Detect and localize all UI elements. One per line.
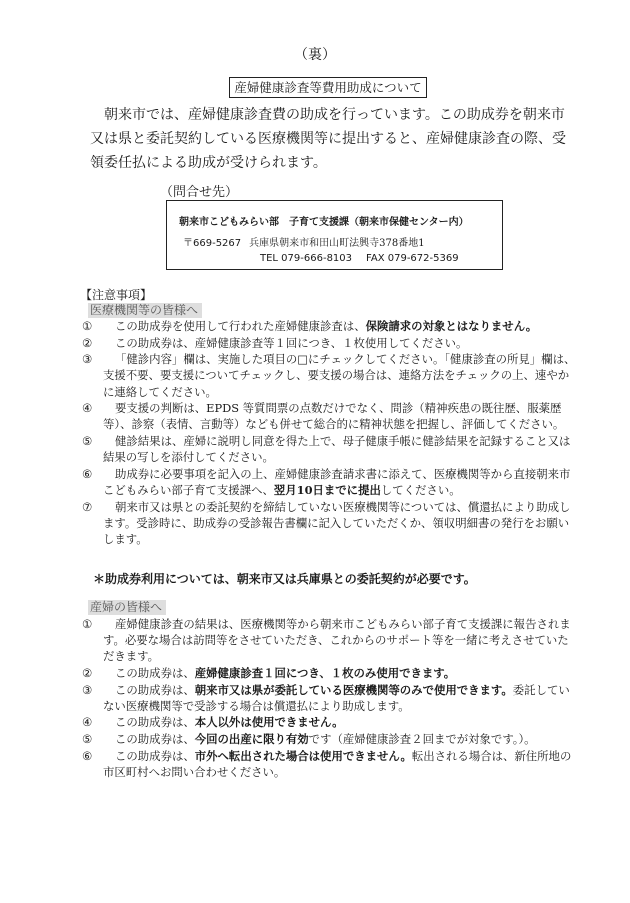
item-text-bold: 産婦健康診査１回につき、１枚のみ使用できます。 [194, 666, 456, 680]
item-number: ③ [82, 682, 93, 697]
item-number: ⑥ [82, 466, 93, 481]
item-text [103, 616, 578, 665]
list-item [82, 748, 578, 780]
item-text-bold: 本人以外は使用できません。 [194, 715, 344, 730]
list-item [82, 714, 578, 730]
item-text [103, 748, 578, 780]
back-side-label: （裏） [294, 47, 336, 63]
item-text [103, 665, 578, 681]
item-text [103, 318, 578, 334]
list-item [82, 400, 578, 432]
item-text-pre: この助成券は、産婦健康診査等１回につき、１枚使用してください。 [115, 335, 468, 350]
item-text-post: 転出される場合は、新住所地の市区町村へお問い合わせください。 [103, 748, 572, 779]
item-number: ⑤ [82, 433, 93, 448]
item-text-bold: 保険請求の対象とはなりません。 [365, 319, 538, 333]
list-item [82, 499, 578, 548]
item-number: ③ [82, 352, 93, 367]
contact-label: （問合せ先） [160, 185, 239, 200]
item-text [103, 731, 578, 747]
item-number: ⑦ [82, 499, 93, 514]
section-heading-medical: 医療機関等の皆様へ [88, 303, 202, 318]
contact-phone-line [260, 253, 459, 264]
list-item [82, 335, 578, 351]
item-text [103, 466, 578, 498]
list-item [82, 682, 578, 714]
list-item [82, 351, 578, 400]
mother-notes-list [82, 616, 578, 780]
contact-zip: 〒669-5267 [183, 238, 242, 249]
item-text-post: してください。 [380, 482, 461, 497]
list-item [82, 466, 578, 498]
item-text-post: 委託していない医療機関等で受診する場合は償還払により助成します。 [103, 682, 570, 713]
item-text-pre: 「健診内容」欄は、実施した項目の□にチェックしてください。「健康診査の所見」欄は、支援不要、要支援についてチェックし、要支援の場合は、連絡方法をチェックの上、速やかに連絡してください。 [103, 352, 576, 399]
item-text-pre: 健診結果は、産婦に説明し同意を得た上で、母子健康手帳に健診結果を記録すること又は結果の写しを添付してください。 [103, 433, 571, 465]
contract-note: ＊助成券利用については、朝来市又は兵庫県との委託契約が必要です。 [93, 572, 476, 586]
item-text-pre: この助成券は、 [115, 748, 195, 763]
contact-box [166, 200, 503, 270]
list-item [82, 731, 578, 747]
contact-address: 兵庫県朝来市和田山町法興寺378番地1 [249, 238, 425, 249]
contact-fax: FAX 079-672-5369 [366, 253, 459, 264]
item-text-pre: この助成券は、 [115, 731, 195, 746]
section-heading-mothers: 産婦の皆様へ [88, 600, 166, 615]
item-text-bold: 翌月10日までに提出 [273, 482, 381, 497]
item-number: ⑤ [82, 731, 93, 746]
item-text [103, 499, 578, 548]
intro-paragraph: 朝来市では、産婦健康診査費の助成を行っています。この助成券を朝来市又は県と委託契約している医療機関等に提出すると、産婦健康診査の際、受領委任払による助成が受けられます。 [90, 107, 566, 171]
item-text-bold: 朝来市又は県が委託している医療機関等のみで使用できます。 [194, 682, 513, 697]
item-number: ② [82, 335, 93, 350]
item-number: ② [82, 666, 93, 680]
item-number: ⑥ [82, 748, 93, 763]
contact-address-line [183, 234, 425, 249]
item-text [103, 400, 578, 432]
item-number: ① [82, 617, 93, 631]
item-text-pre: この助成券は、 [115, 666, 195, 680]
item-text [103, 351, 578, 400]
contact-department: 朝来市こどもみらい部 子育て支援課（朝来市保健センター内） [179, 217, 469, 228]
list-item [82, 665, 578, 681]
item-text-pre: この助成券を使用して行われた産婦健康診査は、 [115, 319, 366, 333]
item-text-bold: 今回の出産に限り有効 [194, 731, 309, 746]
list-item [82, 318, 578, 334]
item-text-pre: 助成券に必要事項を記入の上、産婦健康診査請求書に添えて、医療機関等から直接朝来市こどもみらい部子育て支援課へ、 [103, 466, 571, 497]
contact-tel: TEL 079-666-8103 [260, 253, 353, 264]
item-text-pre: 朝来市又は県との委託契約を締結していない医療機関等については、償還払により助成します。受診時に、助成券の受診報告書欄に記入していただくか、領収明細書の発行をお願いします。 [103, 499, 571, 546]
medical-notes-list [82, 318, 578, 548]
list-item [82, 433, 578, 465]
item-text-pre: この助成券は、 [115, 682, 195, 697]
item-text [103, 335, 578, 351]
item-number: ④ [82, 715, 93, 730]
item-text-pre: この助成券は、 [115, 715, 195, 730]
item-text [103, 714, 578, 730]
item-text-post: です（産婦健康診査２回までが対象です。）。 [308, 731, 536, 746]
item-text-pre: 要支援の判断は、EPDS 等質問票の点数だけでなく、問診（精神疾患の既往歴、服薬歴等）、診察（表情、言動等）なども併せて総合的に精神状態を把握し、評価してください。 [103, 401, 565, 432]
item-number: ① [82, 319, 93, 333]
item-text-pre: 産婦健康診査の結果は、医療機関等から朝来市こどもみらい部子育て支援課に報告されます。必要な場合は訪問等をさせていただき、これからのサポート等を一緒に考えさせていただきます。 [103, 617, 571, 664]
notes-heading: 【注意事項】 [80, 288, 153, 302]
item-number: ④ [82, 401, 93, 416]
list-item [82, 616, 578, 665]
item-text-bold: 市外へ転出された場合は使用できません。 [194, 748, 412, 763]
item-text [103, 433, 578, 465]
page-title: 産婦健康診査等費用助成について [229, 77, 427, 98]
item-text [103, 682, 578, 714]
